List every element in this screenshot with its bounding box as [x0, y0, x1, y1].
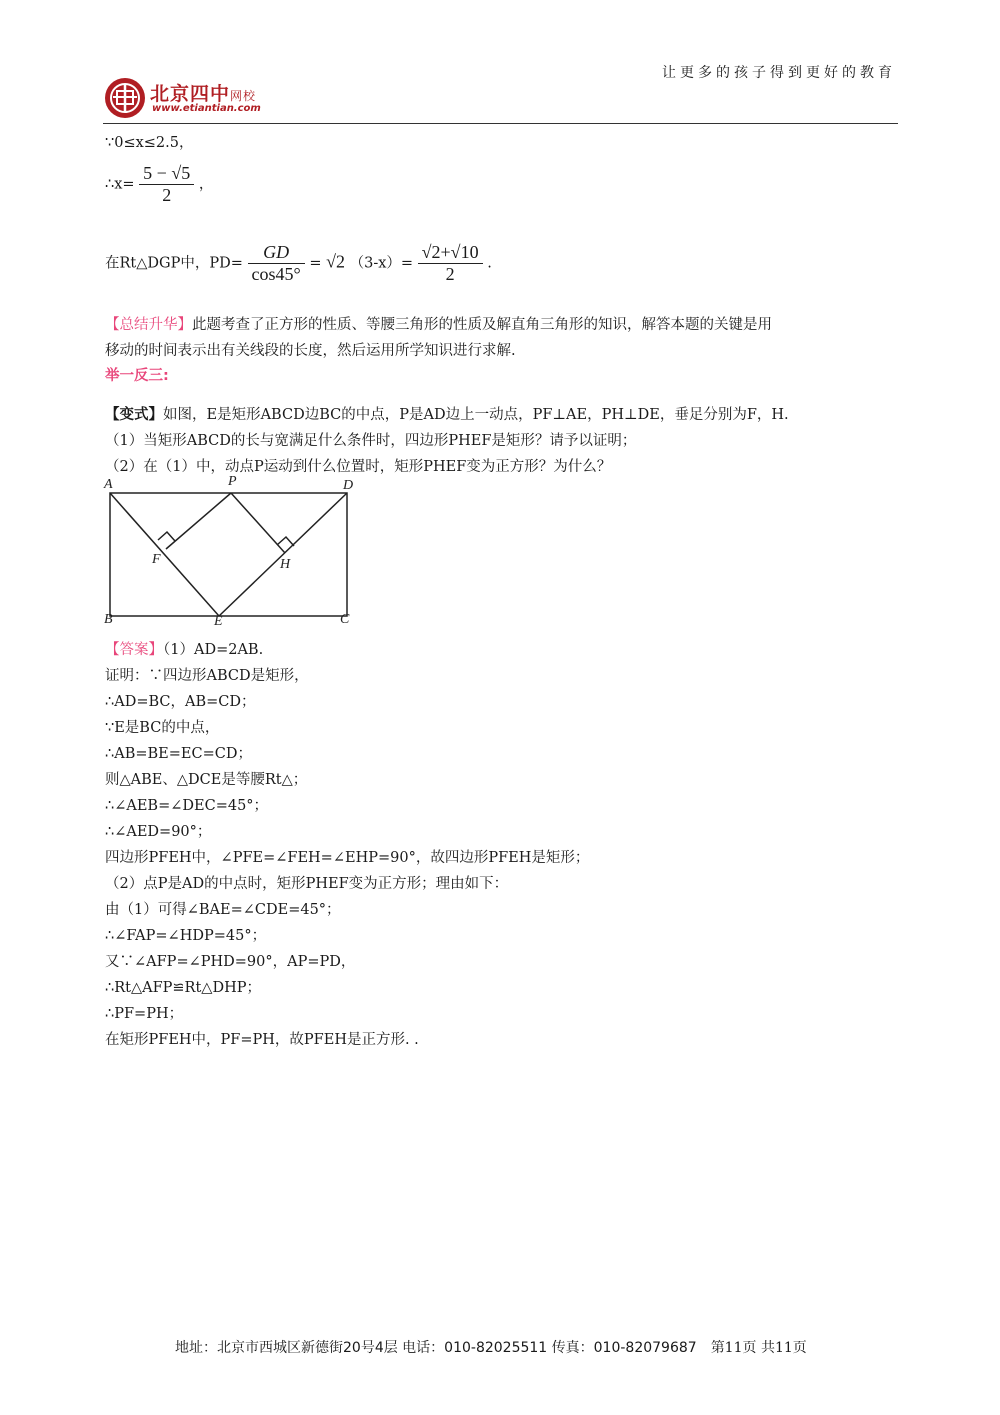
- label-e: E: [214, 614, 223, 629]
- header-divider: [103, 123, 898, 124]
- pd-label: 在Rt△DGP中，PD=: [105, 255, 243, 272]
- answer-line: 又∵∠AFP=∠PHD=90°，AP=PD，: [105, 954, 356, 970]
- answer-line: ∴PF=PH；: [105, 1006, 184, 1022]
- line2-suffix: ，: [198, 176, 214, 193]
- answer-first-text: （1）AD=2AB.: [163, 642, 264, 658]
- right-angle-f: [158, 532, 175, 541]
- solution-line-3: [105, 242, 492, 285]
- logo-sub-text: 网校: [230, 89, 257, 103]
- geometry-figure: [100, 470, 370, 630]
- segment-de: [219, 493, 347, 616]
- variant-question-2: （2）在（1）中，动点P运动到什么位置时，矩形PHEF变为正方形？为什么？: [105, 459, 612, 475]
- solution-line-2: [105, 163, 213, 206]
- label-c: C: [340, 612, 350, 627]
- rectangle-abcd: [110, 493, 347, 616]
- pd-fraction-denominator: cos45°: [251, 264, 301, 284]
- answer-line: 在矩形PFEH中，PF=PH，故PFEH是正方形. .: [105, 1032, 419, 1048]
- segment-ae: [110, 493, 219, 616]
- summary-line-1: [105, 313, 772, 334]
- answer-line: 四边形PFEH中，∠PFE=∠FEH=∠EHP=90°，故四边形PFEH是矩形；: [105, 850, 590, 866]
- label-f: F: [152, 552, 161, 567]
- equals-sign: =: [309, 255, 322, 272]
- answer-line: ∴∠AEB=∠DEC=45°；: [105, 798, 269, 814]
- pd-result-fraction: [418, 242, 483, 285]
- pd-result-denominator: 2: [445, 264, 455, 284]
- right-angle-h: [277, 537, 294, 546]
- answer-line: （2）点P是AD的中点时，矩形PHEF变为正方形；理由如下：: [105, 876, 509, 892]
- school-logo-icon: [103, 76, 147, 120]
- label-d: D: [343, 478, 354, 493]
- answer-line: ∴AD=BC，AB=CD；: [105, 694, 256, 710]
- label-p: P: [228, 474, 237, 489]
- variant-tag: 【变式】: [105, 406, 163, 423]
- pd-fraction-numerator: GD: [248, 242, 305, 264]
- x-fraction: [139, 163, 194, 206]
- footer-address: 地址：北京市西城区新德街20号4层 电话：010-82025511 传真：010-82079687: [175, 1340, 697, 1356]
- pd-result-numerator: √2+√10: [418, 242, 483, 264]
- pd-middle-expr: （3-x）=: [349, 255, 414, 272]
- header-slogan: 让更多的孩子得到更好的教育: [662, 65, 896, 81]
- x-label: ∴x=: [105, 176, 135, 193]
- answer-line: ∵E是BC的中点，: [105, 720, 220, 736]
- answer-first-line: [105, 638, 263, 659]
- summary-tag: 【总结升华】: [105, 317, 192, 333]
- line3-suffix: .: [487, 255, 492, 272]
- x-fraction-numerator: 5 − √5: [139, 163, 194, 185]
- segment-ph: [231, 493, 285, 553]
- answer-line: 则△ABE、△DCE是等腰Rt△；: [105, 772, 308, 788]
- label-a: A: [104, 477, 113, 492]
- answer-line: ∴AB=BE=EC=CD；: [105, 746, 252, 762]
- logo-url: www.etiantian.com: [152, 103, 261, 114]
- summary-line-2: 移动的时间表示出有关线段的长度，然后运用所学知识进行求解.: [105, 343, 516, 359]
- answer-line: ∴∠AED=90°；: [105, 824, 212, 840]
- label-b: B: [104, 612, 113, 627]
- page-footer: [175, 1337, 807, 1357]
- summary-text-1: 此题考查了正方形的性质、等腰三角形的性质及解直角三角形的知识，解答本题的关键是用: [192, 317, 772, 333]
- label-h: H: [280, 557, 291, 572]
- logo-name: [150, 79, 256, 106]
- sqrt2-term: √2: [326, 251, 345, 272]
- variant-text: 如图，E是矩形ABCD边BC的中点，P是AD边上一动点，PF⊥AE，PH⊥DE，垂足分别为F，H.: [163, 407, 789, 423]
- segment-pf: [166, 493, 231, 549]
- answer-line: 证明：∵四边形ABCD是矩形，: [105, 668, 309, 684]
- answer-line: ∴∠FAP=∠HDP=45°；: [105, 928, 267, 944]
- x-fraction-denominator: 2: [162, 185, 172, 205]
- answer-line: 由（1）可得∠BAE=∠CDE=45°；: [105, 902, 341, 918]
- answer-tag: 【答案】: [105, 642, 163, 658]
- solution-line-1: ∵0≤x≤2.5，: [105, 135, 194, 151]
- answer-line: ∴Rt△AFP≌Rt△DHP；: [105, 980, 261, 996]
- logo-name-text: 北京四中: [150, 83, 231, 105]
- pd-fraction: [248, 242, 305, 285]
- footer-page-number: 第11页 共11页: [710, 1340, 807, 1356]
- section-title: 举一反三:: [105, 368, 169, 384]
- variant-question-1: （1）当矩形ABCD的长与宽满足什么条件时，四边形PHEF是矩形？请予以证明；: [105, 433, 637, 449]
- variant-line: [105, 403, 789, 424]
